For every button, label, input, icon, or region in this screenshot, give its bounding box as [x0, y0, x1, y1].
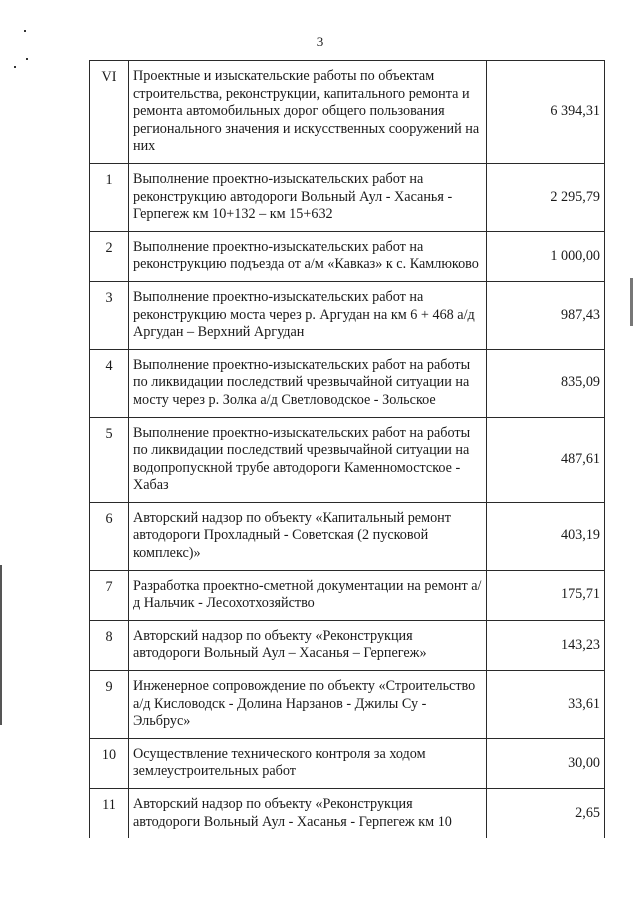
row-description: Выполнение проектно-изыскательских работ на реконструкцию автодороги Вольный Аул - Хасанья - Герпегеж км 10+132 – км 15+632: [129, 163, 487, 231]
scan-mark: [0, 565, 2, 725]
row-description: Авторский надзор по объекту «Капитальный ремонт автодороги Прохладный - Советская (2 пусковой комплекс)»: [129, 502, 487, 570]
row-description: Осуществление технического контроля за ходом землеустроительных работ: [129, 738, 487, 788]
row-number: 8: [90, 620, 129, 670]
row-amount: 6 394,31: [487, 61, 605, 164]
row-number: 7: [90, 570, 129, 620]
row-amount: 143,23: [487, 620, 605, 670]
row-number: VI: [90, 61, 129, 164]
table-row: [90, 570, 605, 620]
row-amount: 403,19: [487, 502, 605, 570]
scan-mark: [14, 66, 16, 68]
table-row: [90, 502, 605, 570]
row-number: 2: [90, 231, 129, 281]
table-row: [90, 61, 605, 164]
row-number: 9: [90, 671, 129, 739]
row-description: Выполнение проектно-изыскательских работ на реконструкцию подъезда от а/м «Кавказ» к с. Камлюково: [129, 231, 487, 281]
page-number: 3: [316, 34, 324, 49]
scan-mark: [630, 278, 633, 326]
row-number: 6: [90, 502, 129, 570]
row-number: 5: [90, 417, 129, 502]
row-description: Разработка проектно-сметной документации на ремонт а/д Нальчик - Лесохотхозяйство: [129, 570, 487, 620]
row-amount: 2,65: [487, 789, 605, 839]
row-amount: 30,00: [487, 738, 605, 788]
scan-mark: [24, 30, 26, 32]
table-row: [90, 738, 605, 788]
row-amount: 835,09: [487, 349, 605, 417]
table-row: [90, 281, 605, 349]
row-number: 10: [90, 738, 129, 788]
row-amount: 1 000,00: [487, 231, 605, 281]
budget-table: [89, 60, 605, 838]
row-amount: 33,61: [487, 671, 605, 739]
table-row: [90, 417, 605, 502]
row-number: 11: [90, 789, 129, 839]
scan-mark: [26, 58, 28, 60]
row-amount: 2 295,79: [487, 163, 605, 231]
row-description: Авторский надзор по объекту «Реконструкция автодороги Вольный Аул – Хасанья – Герпегеж»: [129, 620, 487, 670]
table-row: [90, 163, 605, 231]
row-number: 1: [90, 163, 129, 231]
row-amount: 487,61: [487, 417, 605, 502]
table-row: [90, 789, 605, 839]
table-row: [90, 349, 605, 417]
row-description: Выполнение проектно-изыскательских работ на реконструкцию моста через р. Аргудан на км 6 + 468 а/д Аргудан – Верхний Аргудан: [129, 281, 487, 349]
row-number: 3: [90, 281, 129, 349]
row-amount: 987,43: [487, 281, 605, 349]
table-row: [90, 671, 605, 739]
row-description: Авторский надзор по объекту «Реконструкция автодороги Вольный Аул - Хасанья - Герпегеж км 10: [129, 789, 487, 839]
row-description: Инженерное сопровождение по объекту «Строительство а/д Кисловодск - Долина Нарзанов - Джилы Су - Эльбрус»: [129, 671, 487, 739]
row-description: Проектные и изыскательские работы по объектам строительства, реконструкции, капитального ремонта и ремонта автомобильных дорог общего пользования регионального значения и искусственных сооружений на них: [129, 61, 487, 164]
row-description: Выполнение проектно-изыскательских работ на работы по ликвидации последствий чрезвычайной ситуации на мосту через р. Золка а/д Светловодское - Зольское: [129, 349, 487, 417]
row-description: Выполнение проектно-изыскательских работ на работы по ликвидации последствий чрезвычайной ситуации на водопропускной трубе автодороги Каменномостское - Хабаз: [129, 417, 487, 502]
row-number: 4: [90, 349, 129, 417]
table-row: [90, 620, 605, 670]
row-amount: 175,71: [487, 570, 605, 620]
table-row: [90, 231, 605, 281]
